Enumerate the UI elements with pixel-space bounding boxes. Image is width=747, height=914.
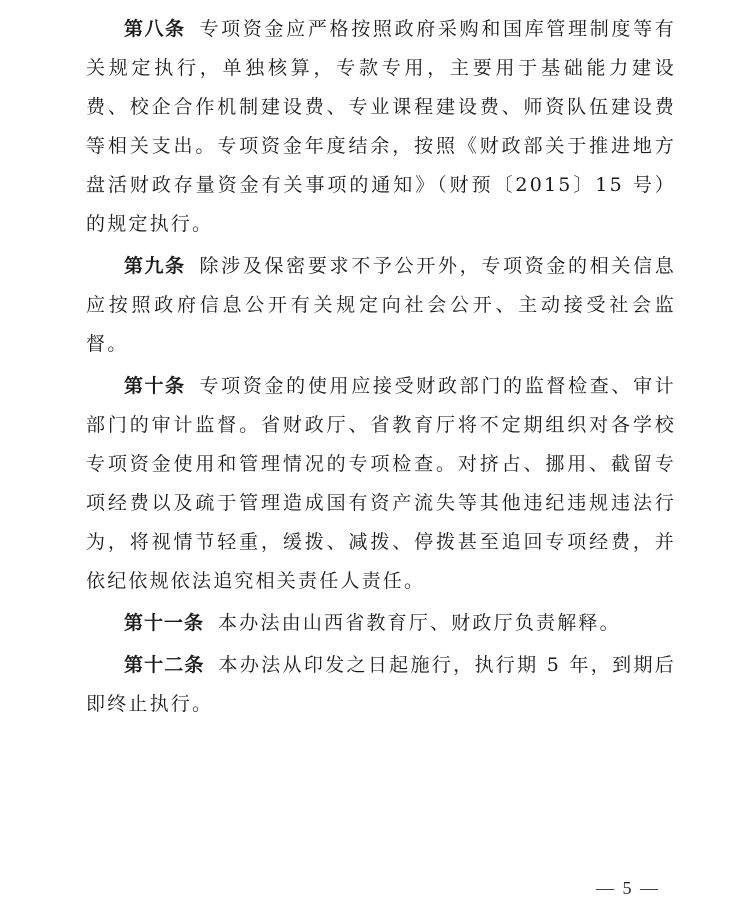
article-heading: 第十一条 (124, 612, 205, 634)
article-heading: 第十条 (124, 375, 186, 397)
article-9 (86, 247, 676, 364)
article-8 (86, 10, 676, 244)
document-body (86, 10, 676, 724)
article-heading: 第八条 (124, 18, 186, 40)
article-text: 专项资金应严格按照政府采购和国库管理制度等有关规定执行，单独核算，专款专用，主要用于基础能力建设费、校企合作机制建设费、专业课程建设费、师资队伍建设费等相关支出。专项资金年度结余，按照《财政部关于推进地方盘活财政存量资金有关事项的通知》（财预〔2015〕15 号）的规定执行。 (86, 18, 676, 235)
article-text: 本办法由山西省教育厅、财政厅负责解释。 (218, 612, 621, 634)
article-heading: 第十二条 (124, 654, 205, 676)
article-text: 本办法从印发之日起施行，执行期 5 年，到期后即终止执行。 (86, 654, 676, 715)
article-text: 专项资金的使用应接受财政部门的监督检查、审计部门的审计监督。省财政厅、省教育厅将不定期组织对各学校专项资金使用和管理情况的专项检查。对挤占、挪用、截留专项经费以及疏于管理造成国有资产流失等其他违纪违规违法行为，将视情节轻重，缓拨、减拨、停拨甚至追回专项经费，并依纪依规依法追究相关责任人责任。 (86, 375, 676, 592)
page-number: — 5 — (596, 878, 660, 898)
article-12 (86, 646, 676, 724)
article-heading: 第九条 (124, 255, 186, 277)
article-11 (86, 604, 676, 643)
article-10 (86, 367, 676, 601)
article-text: 除涉及保密要求不予公开外，专项资金的相关信息应按照政府信息公开有关规定向社会公开、主动接受社会监督。 (86, 255, 676, 355)
